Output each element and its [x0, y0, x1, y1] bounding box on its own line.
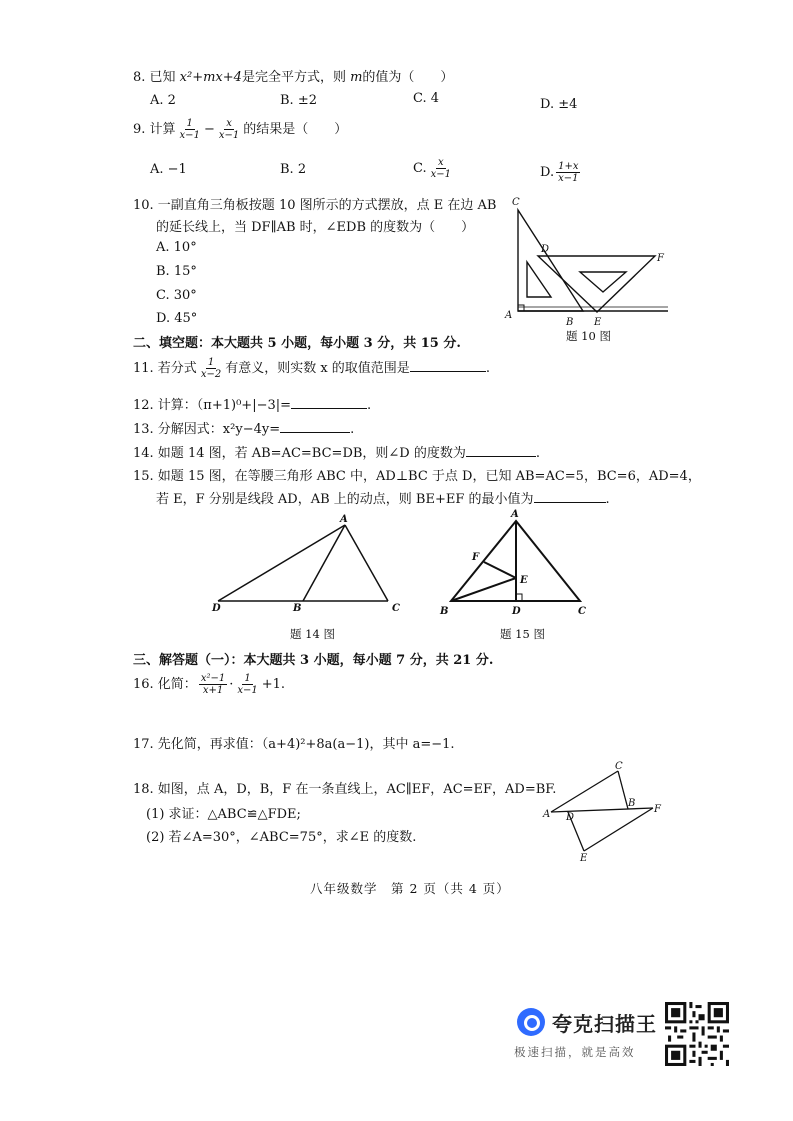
quark-logo-icon — [517, 1008, 545, 1036]
section-3-heading: 三、解答题（一）：本大题共 3 小题，每小题 7 分，共 21 分. — [133, 653, 494, 668]
q14-label-b: B — [293, 603, 302, 614]
q15-label-e: E — [520, 575, 528, 586]
q10-line2: 的延长线上，当 DF∥AB 时，∠EDB 的度数为（ ） — [156, 220, 475, 235]
q9-stem: 9. 计算 $\frac{1}{x-1}$ − $\frac{x}{x-1}$ 的结果是（ ） — [133, 118, 348, 141]
q9-option-d: D. $\frac{1+x}{x-1}$ — [540, 161, 579, 184]
q15-label-a: A — [511, 509, 519, 520]
q14-label-c: C — [392, 603, 400, 614]
q15-line2: 若 E，F 分别是线段 AD，AB 上的动点，则 BE+EF 的最小值为 . — [156, 492, 610, 507]
q10-option-a: A. 10° — [156, 240, 197, 255]
q18-line-cb — [618, 771, 628, 809]
q14-label-a: A — [340, 514, 348, 525]
q14-label-d: D — [212, 603, 221, 614]
q10-line1: 10. 一副直角三角板按题 10 图所示的方式摆放，点 E 在边 AB — [133, 198, 497, 213]
q10-label-d: D — [541, 244, 550, 255]
section-2-heading: 二、填空题：本大题共 5 小题，每小题 3 分，共 15 分. — [133, 336, 461, 351]
brand-name: 夸克扫描王 — [552, 1012, 657, 1036]
q18-line-ac — [551, 771, 618, 812]
q8-option-b: B. ±2 — [280, 93, 317, 108]
q16-stem: 16. 化简： $\frac{\text{x²−1}}{x+1}$ · $\frac{1}{x-1}$ +1. — [133, 673, 286, 696]
q10-option-c: C. 30° — [156, 288, 197, 303]
q9-option-b: B. 2 — [280, 162, 307, 177]
q9-option-a: A. −1 — [150, 162, 187, 177]
q8-option-d: D. ±4 — [540, 97, 578, 112]
q11-stem: 11. 若分式 $\frac{1}{x-2}$ 有意义，则实数 x 的取值范围是 . — [133, 357, 490, 380]
q14-caption: 题 14 图 — [290, 627, 335, 641]
q15-line1: 15. 如题 15 图，在等腰三角形 ABC 中，AD⊥BC 于点 D，已知 AB=AC=5，BC=6，AD=4， — [133, 469, 701, 484]
q10-option-b: B. 15° — [156, 264, 197, 279]
q10-label-f: F — [657, 253, 664, 264]
q8-stem: 8. 已知 x²+mx+4是完全平方式，则 m的值为（ ） — [133, 70, 454, 85]
q10-caption: 题 10 图 — [566, 329, 611, 343]
q15-label-c: C — [578, 606, 586, 617]
q15-label-b: B — [440, 606, 449, 617]
q18-label-c: C — [615, 761, 623, 772]
qr-code-icon — [665, 1002, 729, 1066]
q17-stem: 17. 先化简，再求值：（a+4)²+8a(a−1)，其中 a=−1. — [133, 737, 455, 752]
q10-label-c: C — [512, 197, 520, 208]
q12-stem: 12. 计算：（π+1)⁰+|−3|= . — [133, 398, 372, 413]
q18-label-f: F — [654, 804, 661, 815]
q18-label-b: B — [628, 798, 636, 809]
q13-stem: 13. 分解因式：x²y−4y= . — [133, 422, 355, 437]
q8-option-a: A. 2 — [150, 93, 176, 108]
q15-label-d: D — [512, 606, 521, 617]
q8-option-c: C. 4 — [413, 91, 440, 106]
q10-option-d: D. 45° — [156, 311, 198, 326]
q18-line1: 18. 如图，点 A，D，B，F 在一条直线上，AC∥EF，AC=EF，AD=BF. — [133, 782, 557, 797]
scanner-watermark — [512, 1002, 662, 1066]
q10-label-a: A — [505, 310, 513, 321]
page-footer: 八年级数学 第 2 页（共 4 页） — [310, 881, 510, 896]
q18-line-ef — [584, 808, 653, 851]
q18-sub2: (2) 若∠A=30°，∠ABC=75°，求∠E 的度数. — [146, 830, 417, 845]
q14-stem: 14. 如题 14 图，若 AB=AC=BC=DB，则∠D 的度数为 . — [133, 446, 541, 461]
q9-option-c: C. $\frac{x}{x-1}$ — [413, 157, 452, 180]
q18-label-a: A — [543, 809, 551, 820]
q18-sub1: (1) 求证：△ABC≌△FDE; — [146, 807, 301, 822]
brand-slogan: 极速扫描，就是高效 — [514, 1045, 636, 1059]
q10-label-b: B — [566, 317, 574, 328]
q10-label-e: E — [594, 317, 602, 328]
q15-caption: 题 15 图 — [500, 627, 545, 641]
q15-label-f: F — [472, 552, 480, 563]
q18-label-e: E — [580, 853, 588, 864]
q18-label-d: D — [566, 812, 575, 823]
